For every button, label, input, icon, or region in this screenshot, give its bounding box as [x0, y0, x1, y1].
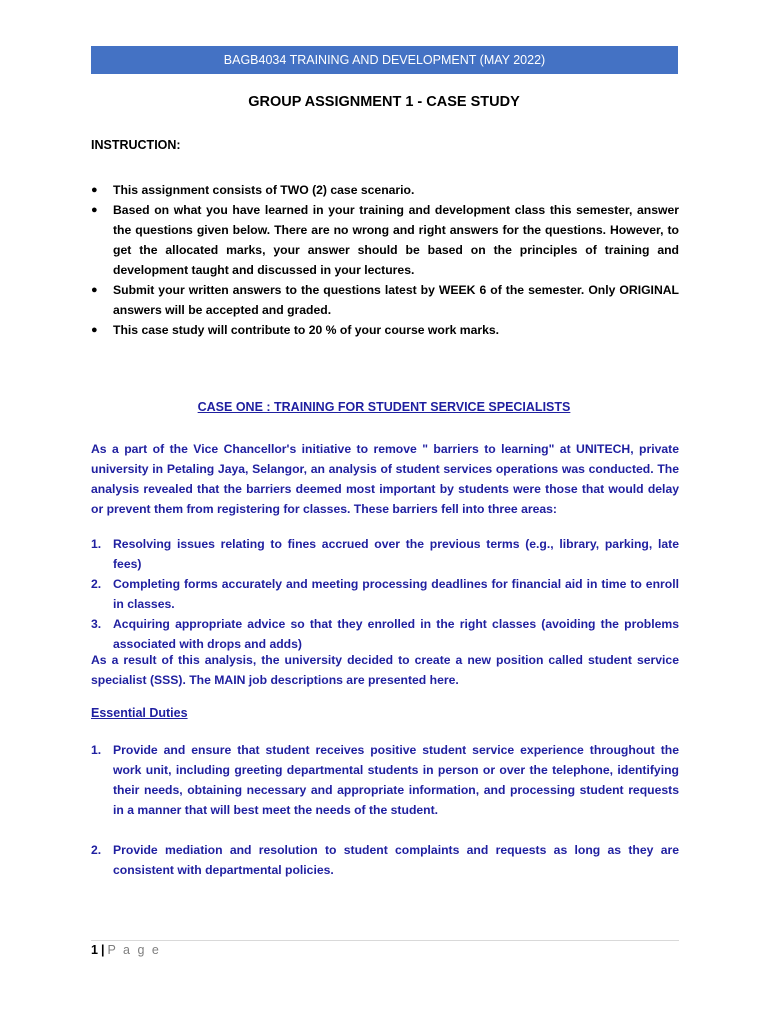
barrier-areas-list	[91, 534, 679, 654]
case-intro-paragraph: As a part of the Vice Chancellor's initiative to remove " barriers to learning" at UNITECH, private university in Petaling Jaya, Selangor, an analysis of student services operations was conducted. The analysis revealed that the barriers deemed most important by students were those that would delay or prevent them from registering for classes. These barriers fell into three areas:	[91, 442, 679, 516]
document-title: GROUP ASSIGNMENT 1 - CASE STUDY	[248, 94, 520, 110]
case-one-heading: CASE ONE : TRAINING FOR STUDENT SERVICE SPECIALISTS	[197, 400, 571, 414]
course-header-bar	[91, 46, 678, 74]
list-number: 2.	[91, 577, 102, 591]
list-item	[91, 614, 679, 654]
list-number: 1.	[91, 537, 102, 551]
instruction-text: This case study will contribute to 20 % of your course work marks.	[113, 323, 500, 337]
footer-divider	[91, 940, 679, 941]
list-item-text: Provide mediation and resolution to student complaints and requests as long as they are consistent with departmental policies.	[113, 843, 679, 877]
instruction-text: Submit your written answers to the questions latest by WEEK 6 of the semester. Only ORIGINAL answers will be accepted and graded.	[113, 283, 679, 317]
instruction-item	[91, 320, 679, 340]
list-number: 1.	[91, 743, 102, 757]
page-number: 1	[91, 943, 98, 957]
bullet-icon: ●	[91, 324, 98, 336]
essential-duties-list	[91, 740, 679, 880]
footer-separator: |	[100, 943, 105, 957]
page-footer	[91, 943, 161, 957]
list-item	[91, 534, 679, 574]
page-word: P a g e	[107, 943, 161, 957]
list-item-text: Completing forms accurately and meeting processing deadlines for financial aid in time to enroll in classes.	[113, 577, 679, 611]
essential-duties-heading: Essential Duties	[91, 706, 188, 720]
list-item-text: Provide and ensure that student receives positive student service experience throughout the work unit, including greeting departmental students in person or over the telephone, identifying their needs, obtaining necessary and appropriate information, and processing student requests in a manner that will best meet the needs of the student.	[113, 743, 679, 817]
instruction-list	[91, 180, 679, 340]
bullet-icon: ●	[91, 184, 98, 196]
instruction-item	[91, 200, 679, 280]
list-number: 2.	[91, 843, 102, 857]
result-paragraph: As a result of this analysis, the university decided to create a new position called student service specialist (SSS). The MAIN job descriptions are presented here.	[91, 653, 679, 687]
list-item-text: Acquiring appropriate advice so that they enrolled in the right classes (avoiding the problems associated with drops and adds)	[113, 617, 679, 651]
list-item	[91, 574, 679, 614]
instruction-text: This assignment consists of TWO (2) case scenario.	[113, 183, 415, 197]
list-item	[91, 840, 679, 880]
instruction-item	[91, 180, 679, 200]
course-title: BAGB4034 TRAINING AND DEVELOPMENT (MAY 2022)	[223, 53, 546, 67]
bullet-icon: ●	[91, 204, 98, 216]
list-item	[91, 740, 679, 820]
instruction-label: INSTRUCTION:	[91, 138, 181, 152]
list-number: 3.	[91, 617, 102, 631]
instruction-item	[91, 280, 679, 320]
list-item-text: Resolving issues relating to fines accrued over the previous terms (e.g., library, parking, late fees)	[113, 537, 679, 571]
bullet-icon: ●	[91, 284, 98, 296]
instruction-text: Based on what you have learned in your training and development class this semester, answer the questions given below. There are no wrong and right answers for the questions. However, to get the allocated marks, your answer should be based on the principles of training and development taught and discussed in your lectures.	[113, 203, 679, 277]
